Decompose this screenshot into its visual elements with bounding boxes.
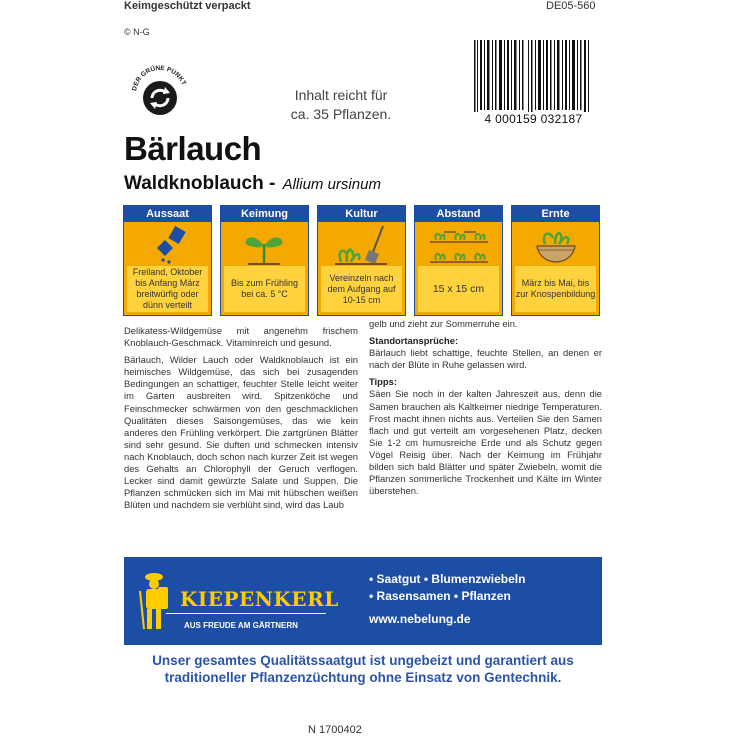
product-range	[369, 571, 525, 628]
intro-paragraph: Delikatess-Wildgemüse mit angenehm frischem Knoblauch-Geschmack. Vitaminreich und gesund.	[124, 325, 358, 349]
card-aussaat	[123, 205, 212, 316]
barcode-number: 4 000159 032187	[466, 112, 601, 126]
brand-slogan: AUS FREUDE AM GÄRTNERN	[184, 621, 298, 630]
description-column-2	[369, 318, 602, 502]
kiepenkerl-figure-icon	[136, 571, 172, 633]
spade-plant-icon	[321, 224, 402, 266]
continuation-paragraph: gelb und zieht zur Sommerruhe ein.	[369, 318, 518, 329]
description-column-1	[124, 325, 358, 516]
alt-name: Waldknoblauch -	[124, 173, 276, 194]
tips-heading: Tipps:	[369, 376, 397, 388]
harvest-bowl-icon	[515, 224, 596, 266]
location-heading: Standortansprüche:	[369, 335, 459, 347]
card-text: März bis Mai, bis zur Knospenbildung	[515, 266, 596, 312]
packaging-note: Keimgeschützt verpackt	[124, 0, 251, 12]
location-paragraph: Bärlauch liebt schattige, feuchte Stellen, an denen er nach der Blüte in Ruhe gelassen wird.	[369, 347, 602, 371]
barcode-bars	[466, 40, 601, 116]
quality-note: Unser gesamtes Qualitätssaatgut ist ungebeizt und garantiert aus traditioneller Pflanzenzüchtung ohne Einsatz von Gentechnik.	[152, 653, 574, 685]
tips-paragraph: Säen Sie noch in der kalten Jahreszeit aus, denn die Samen brauchen als Kaltkeimer niedrige Temperaturen. Frost macht ihnen nichts aus. Verteilen Sie den Samen flach und gut verteilt am vorgesehenen Platz, decken Sie 1-2 cm humusreiche Erde und als Schutz gegen Vögel Reisig über. Nach der Keimung im Frühjahr bilden sich bald Blätter und später Zwiebeln, womit die Pflanzen sommerliche Trockenheit und Kälte im Winter überstehen.	[369, 388, 602, 497]
website-link[interactable]: www.nebelung.de	[369, 612, 471, 626]
card-title: Abstand	[415, 206, 502, 222]
card-keimung	[220, 205, 309, 316]
seed-packet-icon	[127, 224, 208, 266]
range-line-2: • Rasensamen • Pflanzen	[369, 589, 511, 603]
seedling-icon	[224, 224, 305, 266]
brand-logo: KIEPENKERL	[180, 587, 339, 611]
card-title: Aussaat	[124, 206, 211, 222]
card-text: Bis zum Frühling bei ca. 5 °C	[224, 266, 305, 312]
card-title: Ernte	[512, 206, 599, 222]
main-paragraph: Bärlauch, Wilder Lauch oder Waldknoblauch ist ein heimisches Wildgemüse, das sich bei zusagenden Bedingungen an schattiger, feuchter Stelle leicht weiter im Garten ausbreiten wird. Spitzenköche und Feinschmecker schwärmen von den geschmacklichen Qualitäten dieses Saisongemüses, das wie kein anderes den Frühling verkörpert. Die zartgrünen Blätter sind sehr gesund. Sie duften und schmecken intensiv nach Knoblauch, doch schon nach kurzer Zeit ist wegen des Gehalts an Chlorophyll der Geruch verflogen. Lecker sind damit gewürzte Salate und Suppen. Die Pflanzen schmücken sich im Mai mit hübschen weißen Blüten und nachdem sie verblüht sind, wird das Laub	[124, 354, 358, 511]
contents-info	[276, 86, 406, 124]
card-ernte	[511, 205, 600, 316]
card-text: Freiland, Oktober bis Anfang März breitwürfig oder dünn verteilt	[127, 266, 208, 312]
contents-line-2: ca. 35 Pflanzen.	[290, 106, 392, 122]
card-kultur	[317, 205, 406, 316]
spacing-icon	[418, 224, 499, 266]
card-text: Vereinzeln nach dem Aufgang auf 10-15 cm	[321, 266, 402, 312]
range-line-1: • Saatgut • Blumenzwiebeln	[369, 572, 526, 586]
product-code: DE05-560	[546, 0, 596, 12]
card-title: Kultur	[318, 206, 405, 222]
latin-name: Allium ursinum	[282, 176, 381, 193]
copyright: © N-G	[124, 27, 150, 37]
card-text: 15 x 15 cm	[418, 266, 499, 312]
batch-number: N 1700402	[308, 724, 362, 736]
product-title: Bärlauch	[124, 130, 262, 167]
card-abstand	[414, 205, 503, 316]
contents-line-1: Inhalt reicht für	[294, 87, 388, 103]
green-dot-text: DER GRÜNE PUNKT	[131, 64, 188, 92]
card-title: Keimung	[221, 206, 308, 222]
barcode	[466, 40, 601, 130]
product-subtitle	[124, 173, 381, 195]
brand-banner	[124, 557, 602, 645]
logo-divider	[166, 613, 326, 614]
green-dot-logo-icon	[124, 58, 196, 122]
